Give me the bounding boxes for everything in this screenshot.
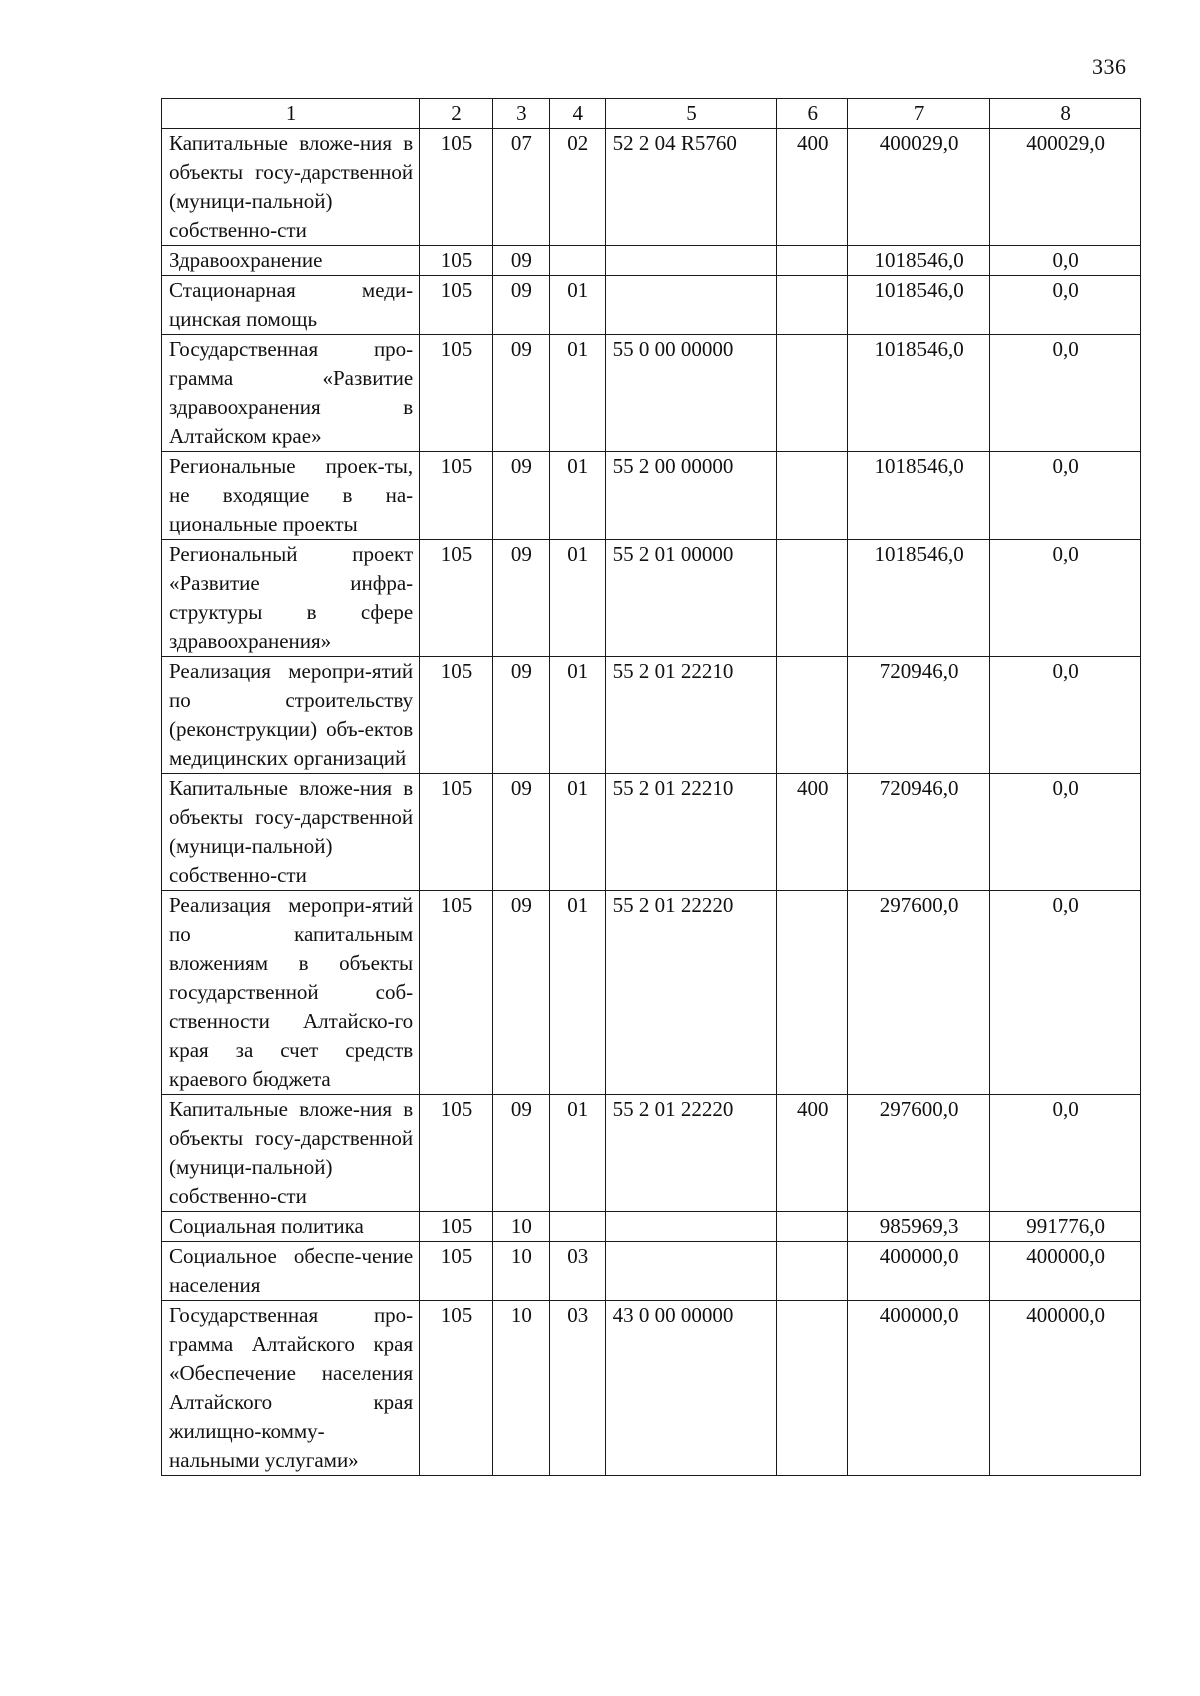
table-row xyxy=(162,1212,1141,1242)
item-name-cell: Реализация меропри-ятий по строительству (реконструкции) объ-ектов медицинских организаций xyxy=(162,657,420,774)
amount-year1-cell: 720946,0 xyxy=(847,657,989,774)
item-name-cell: Капитальные вложе-ния в объекты госу-дарственной (муници-пальной) собственно-сти xyxy=(162,774,420,891)
section-cell: 10 xyxy=(492,1301,549,1476)
target-article-cell: 52 2 04 R5760 xyxy=(605,129,777,246)
amount-year2-cell: 0,0 xyxy=(990,540,1141,657)
amount-year1-cell: 1018546,0 xyxy=(847,246,989,276)
item-name-cell: Социальная политика xyxy=(162,1212,420,1242)
target-article-cell: 55 2 01 22220 xyxy=(605,1095,777,1212)
target-article-cell: 43 0 00 00000 xyxy=(605,1301,777,1476)
expense-type-cell xyxy=(777,657,848,774)
target-article-cell: 55 2 01 22210 xyxy=(605,774,777,891)
admin-code-cell: 105 xyxy=(420,246,493,276)
table-row xyxy=(162,774,1141,891)
target-article-cell: 55 2 00 00000 xyxy=(605,452,777,540)
expense-type-cell xyxy=(777,891,848,1095)
item-name-cell: Региональные проек-ты, не входящие в на-циональные проекты xyxy=(162,452,420,540)
item-name-cell: Капитальные вложе-ния в объекты госу-дарственной (муници-пальной) собственно-сти xyxy=(162,129,420,246)
subsection-cell: 01 xyxy=(549,657,605,774)
amount-year2-cell: 0,0 xyxy=(990,1095,1141,1212)
admin-code-cell: 105 xyxy=(420,452,493,540)
table-row xyxy=(162,335,1141,452)
subsection-cell: 03 xyxy=(549,1242,605,1301)
table-row xyxy=(162,1242,1141,1301)
amount-year2-cell: 0,0 xyxy=(990,891,1141,1095)
admin-code-cell: 105 xyxy=(420,276,493,335)
expense-type-cell xyxy=(777,276,848,335)
amount-year1-cell: 720946,0 xyxy=(847,774,989,891)
amount-year2-cell: 400029,0 xyxy=(990,129,1141,246)
admin-code-cell: 105 xyxy=(420,129,493,246)
amount-year1-cell: 297600,0 xyxy=(847,891,989,1095)
subsection-cell: 01 xyxy=(549,540,605,657)
column-header: 7 xyxy=(847,99,989,129)
admin-code-cell: 105 xyxy=(420,657,493,774)
section-cell: 10 xyxy=(492,1212,549,1242)
table-row xyxy=(162,657,1141,774)
section-cell: 09 xyxy=(492,335,549,452)
expense-type-cell xyxy=(777,1242,848,1301)
admin-code-cell: 105 xyxy=(420,1212,493,1242)
expense-type-cell xyxy=(777,246,848,276)
amount-year2-cell: 400000,0 xyxy=(990,1301,1141,1476)
amount-year2-cell: 991776,0 xyxy=(990,1212,1141,1242)
item-name-cell: Стационарная меди-цинская помощь xyxy=(162,276,420,335)
amount-year1-cell: 400000,0 xyxy=(847,1301,989,1476)
expense-type-cell: 400 xyxy=(777,774,848,891)
amount-year1-cell: 1018546,0 xyxy=(847,276,989,335)
amount-year1-cell: 1018546,0 xyxy=(847,335,989,452)
item-name-cell: Региональный проект «Развитие инфра-структуры в сфере здравоохранения» xyxy=(162,540,420,657)
column-header: 5 xyxy=(605,99,777,129)
expense-type-cell: 400 xyxy=(777,129,848,246)
target-article-cell: 55 2 01 22220 xyxy=(605,891,777,1095)
section-cell: 09 xyxy=(492,452,549,540)
admin-code-cell: 105 xyxy=(420,1301,493,1476)
expense-type-cell xyxy=(777,1212,848,1242)
subsection-cell: 01 xyxy=(549,276,605,335)
section-cell: 09 xyxy=(492,891,549,1095)
amount-year2-cell: 0,0 xyxy=(990,452,1141,540)
amount-year1-cell: 1018546,0 xyxy=(847,540,989,657)
subsection-cell: 01 xyxy=(549,452,605,540)
target-article-cell: 55 2 01 22210 xyxy=(605,657,777,774)
expense-type-cell: 400 xyxy=(777,1095,848,1212)
section-cell: 07 xyxy=(492,129,549,246)
admin-code-cell: 105 xyxy=(420,891,493,1095)
target-article-cell xyxy=(605,1212,777,1242)
admin-code-cell: 105 xyxy=(420,540,493,657)
column-header: 2 xyxy=(420,99,493,129)
amount-year2-cell: 0,0 xyxy=(990,335,1141,452)
item-name-cell: Государственная про-грамма Алтайского края «Обеспечение населения Алтайского края жилищно-комму-нальными услугами» xyxy=(162,1301,420,1476)
subsection-cell: 02 xyxy=(549,129,605,246)
amount-year2-cell: 0,0 xyxy=(990,246,1141,276)
target-article-cell: 55 2 01 00000 xyxy=(605,540,777,657)
section-cell: 09 xyxy=(492,774,549,891)
amount-year2-cell: 0,0 xyxy=(990,774,1141,891)
expense-type-cell xyxy=(777,452,848,540)
expense-type-cell xyxy=(777,1301,848,1476)
column-header: 1 xyxy=(162,99,420,129)
admin-code-cell: 105 xyxy=(420,335,493,452)
item-name-cell: Социальное обеспе-чение населения xyxy=(162,1242,420,1301)
subsection-cell: 01 xyxy=(549,1095,605,1212)
amount-year1-cell: 297600,0 xyxy=(847,1095,989,1212)
subsection-cell xyxy=(549,1212,605,1242)
table-body xyxy=(162,129,1141,1476)
subsection-cell: 03 xyxy=(549,1301,605,1476)
amount-year2-cell: 400000,0 xyxy=(990,1242,1141,1301)
item-name-cell: Здравоохранение xyxy=(162,246,420,276)
section-cell: 09 xyxy=(492,276,549,335)
amount-year1-cell: 400000,0 xyxy=(847,1242,989,1301)
table-row xyxy=(162,891,1141,1095)
column-header: 6 xyxy=(777,99,848,129)
table-row xyxy=(162,129,1141,246)
column-number-row xyxy=(162,99,1141,129)
subsection-cell: 01 xyxy=(549,891,605,1095)
target-article-cell xyxy=(605,246,777,276)
table-row xyxy=(162,540,1141,657)
target-article-cell xyxy=(605,276,777,335)
amount-year1-cell: 1018546,0 xyxy=(847,452,989,540)
expense-type-cell xyxy=(777,540,848,657)
section-cell: 09 xyxy=(492,1095,549,1212)
amount-year1-cell: 400029,0 xyxy=(847,129,989,246)
admin-code-cell: 105 xyxy=(420,1242,493,1301)
budget-table xyxy=(161,98,1141,1476)
target-article-cell xyxy=(605,1242,777,1301)
section-cell: 09 xyxy=(492,540,549,657)
target-article-cell: 55 0 00 00000 xyxy=(605,335,777,452)
admin-code-cell: 105 xyxy=(420,774,493,891)
column-header: 8 xyxy=(990,99,1141,129)
amount-year2-cell: 0,0 xyxy=(990,657,1141,774)
item-name-cell: Государственная про-грамма «Развитие здравоохранения в Алтайском крае» xyxy=(162,335,420,452)
section-cell: 09 xyxy=(492,657,549,774)
item-name-cell: Капитальные вложе-ния в объекты госу-дарственной (муници-пальной) собственно-сти xyxy=(162,1095,420,1212)
table-row xyxy=(162,276,1141,335)
section-cell: 09 xyxy=(492,246,549,276)
amount-year1-cell: 985969,3 xyxy=(847,1212,989,1242)
table-row xyxy=(162,1301,1141,1476)
subsection-cell: 01 xyxy=(549,335,605,452)
column-header: 3 xyxy=(492,99,549,129)
table-row xyxy=(162,246,1141,276)
item-name-cell: Реализация меропри-ятий по капитальным вложениям в объекты государственной соб-ственности Алтайско-го края за счет средств краевого бюджета xyxy=(162,891,420,1095)
page-number: 336 xyxy=(1092,54,1127,79)
subsection-cell: 01 xyxy=(549,774,605,891)
subsection-cell xyxy=(549,246,605,276)
column-header: 4 xyxy=(549,99,605,129)
expense-type-cell xyxy=(777,335,848,452)
table-row xyxy=(162,452,1141,540)
section-cell: 10 xyxy=(492,1242,549,1301)
table-row xyxy=(162,1095,1141,1212)
amount-year2-cell: 0,0 xyxy=(990,276,1141,335)
admin-code-cell: 105 xyxy=(420,1095,493,1212)
